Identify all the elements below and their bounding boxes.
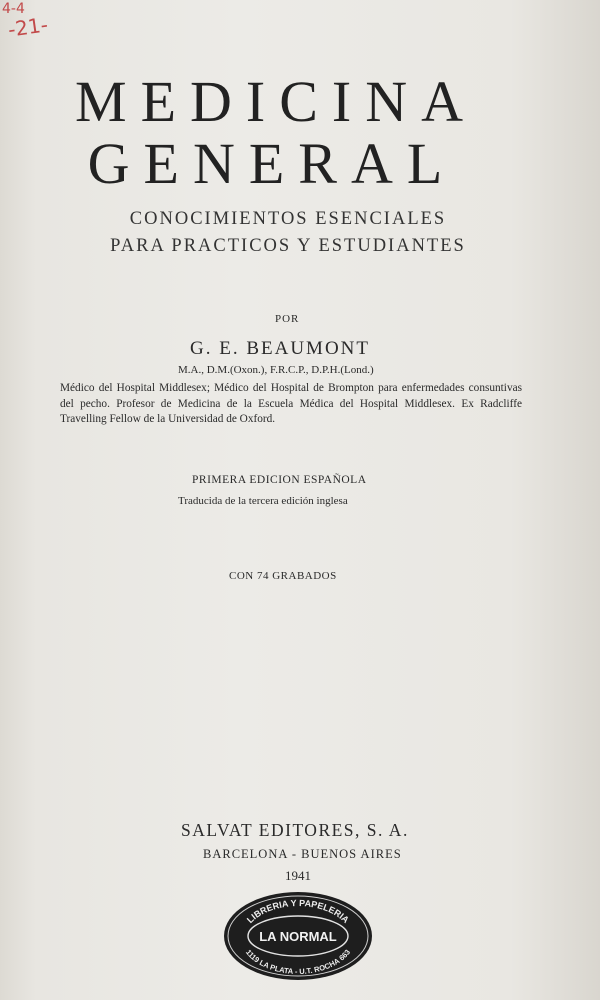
translation-note: Traducida de la tercera edición inglesa	[178, 495, 348, 507]
stamp-center-text: LA NORMAL	[259, 929, 337, 944]
pencil-note-line1: 4-4	[2, 1, 25, 17]
author-name: G. E. BEAUMONT	[190, 338, 370, 359]
bookseller-stamp	[222, 890, 374, 982]
subtitle-line1: CONOCIMIENTOS ESENCIALES	[129, 209, 447, 229]
engravings-note: CON 74 GRABADOS	[229, 570, 337, 582]
publisher-cities: BARCELONA - BUENOS AIRES	[203, 847, 402, 861]
author-credentials: M.A., D.M.(Oxon.), F.R.C.P., D.P.H.(Lond.)	[178, 364, 374, 376]
bookseller-stamp-graphic	[222, 890, 374, 982]
author-bio: Médico del Hospital Middlesex; Médico del Hospital de Brompton para enfermedades consuntivas del pecho. Profesor de Medicina de la Escuela Médica del Hospital Middlesex. Ex Radcliffe Travelling Fellow de la Universidad de Oxford.	[60, 382, 522, 425]
stamp-bottom-arc: 1119 LA PLATA - U.T. ROCHA 663	[243, 947, 353, 977]
edition-note: PRIMERA EDICION ESPAÑOLA	[192, 474, 367, 486]
pencil-annotation	[2, 0, 50, 42]
publisher-name: SALVAT EDITORES, S. A.	[181, 820, 409, 840]
book-title-line2: GENERAL	[87, 131, 457, 196]
stamp-top-arc: LIBRERIA Y PAPELERIA	[244, 897, 351, 926]
subtitle	[58, 206, 518, 260]
byline: POR	[275, 313, 300, 325]
pencil-note-line2: -21-	[6, 12, 50, 42]
publication-year: 1941	[285, 868, 311, 883]
book-title-line1: MEDICINA	[75, 69, 477, 134]
subtitle-line2: PARA PRACTICOS Y ESTUDIANTES	[110, 236, 466, 256]
